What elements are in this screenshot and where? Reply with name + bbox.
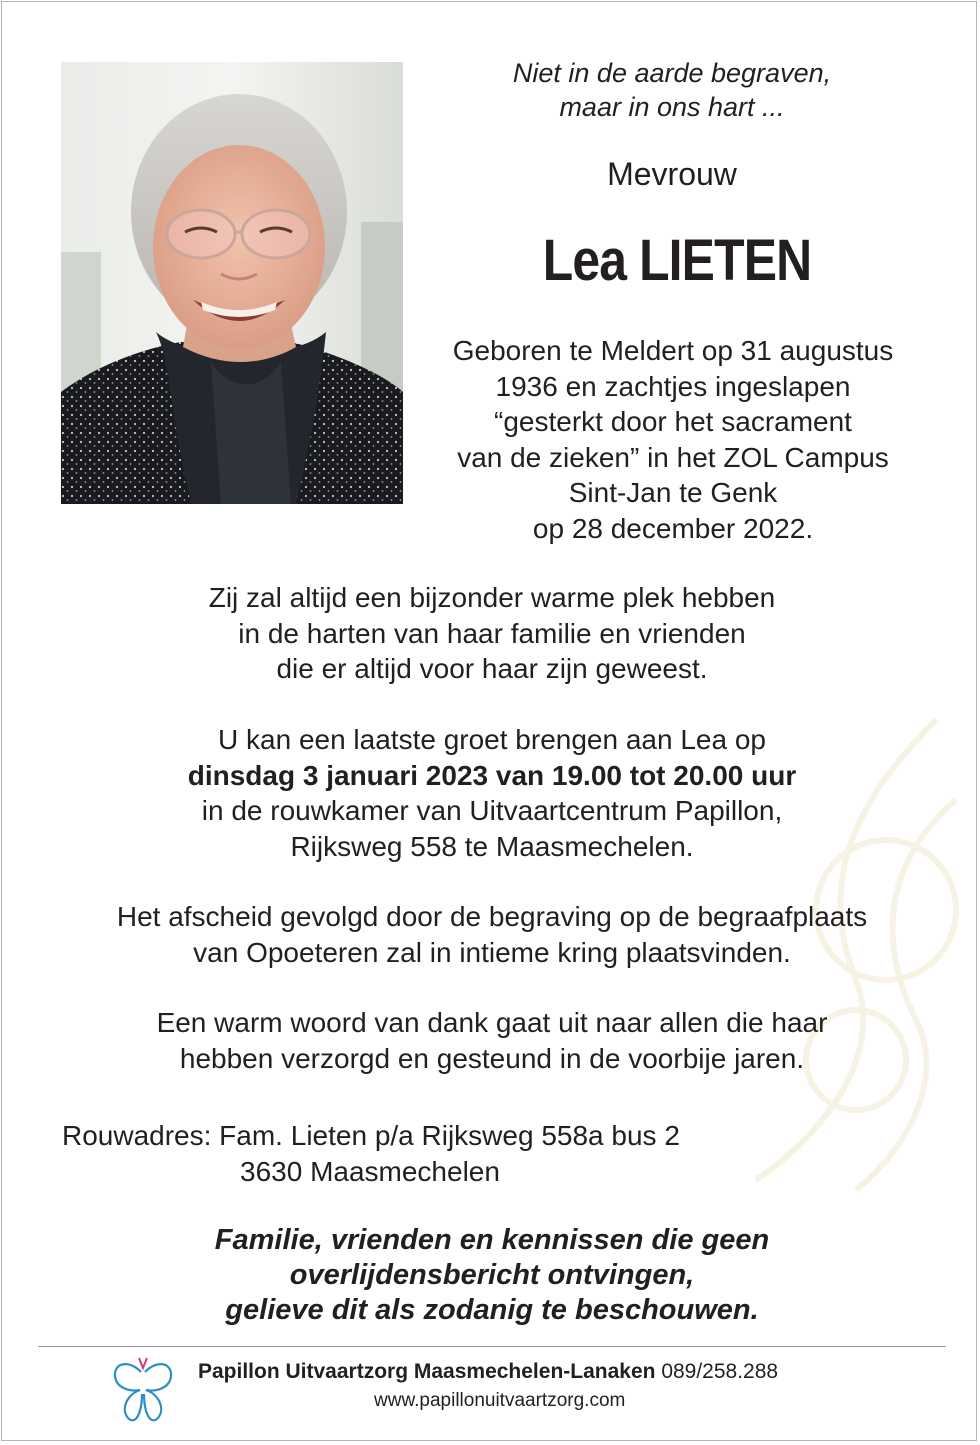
visitation-paragraph <box>42 722 942 864</box>
memory-line: Zij zal altijd een bijzonder warme plek hebben <box>208 582 776 613</box>
farewell-paragraph <box>42 899 942 970</box>
company-name: Papillon Uitvaartzorg Maasmechelen-Lanaken <box>198 1360 656 1383</box>
birth-death-details <box>414 333 932 546</box>
salutation: Mevrouw <box>607 156 737 192</box>
memory-paragraph <box>42 580 942 687</box>
deceased-name: Lea LIETEN <box>542 228 812 293</box>
birth-line: op 28 december 2022. <box>532 512 814 544</box>
address-line-1: Rouwadres: Fam. Lieten p/a Rijksweg 558a bus 2 <box>62 1120 680 1151</box>
mourning-address <box>62 1118 822 1190</box>
thanks-line: hebben verzorgd en gesteund in de voorbije jaren. <box>179 1042 805 1074</box>
birth-line: 1936 en zachtjes ingeslapen <box>495 370 851 402</box>
butterfly-logo-icon <box>110 1354 176 1426</box>
visit-datetime: dinsdag 3 januari 2023 van 19.00 tot 20.00 uur <box>187 759 797 791</box>
visit-line: U kan een laatste groet brengen aan Lea op <box>218 724 766 755</box>
notice-paragraph <box>42 1223 942 1328</box>
notice-line: overlijdensbericht ontvingen, <box>289 1259 695 1291</box>
company-phone: 089/258.288 <box>661 1360 779 1383</box>
birth-line: Geboren te Meldert op 31 augustus <box>452 335 894 366</box>
notice-line: Familie, vrienden en kennissen die geen <box>214 1224 770 1256</box>
memory-line: die er altijd voor haar zijn geweest. <box>276 653 708 684</box>
visit-line: Rijksweg 558 te Maasmechelen. <box>290 830 694 862</box>
obituary-card <box>1 1 977 1441</box>
quote-line-1: Niet in de aarde begraven, <box>512 58 832 88</box>
farewell-line: Het afscheid gevolgd door de begraving op de begraafplaats <box>116 901 868 932</box>
footer-company-line <box>198 1358 778 1386</box>
farewell-line: van Opoeteren zal in intieme kring plaatsvinden. <box>193 936 791 968</box>
birth-line: van de zieken” in het ZOL Campus <box>457 441 889 473</box>
address-line-2: 3630 Maasmechelen <box>240 1156 500 1187</box>
visit-line: in de rouwkamer van Uitvaartcentrum Papillon, <box>201 795 783 826</box>
thanks-paragraph <box>42 1005 942 1076</box>
birth-line: Sint-Jan te Genk <box>568 477 778 508</box>
company-website[interactable]: www.papillonuitvaartzorg.com <box>374 1390 626 1411</box>
notice-line: gelieve dit als zodanig te beschouwen. <box>225 1294 759 1326</box>
footer-divider <box>38 1346 946 1347</box>
opening-quote <box>422 56 922 124</box>
memory-line: in de harten van haar familie en vrienden <box>238 617 746 649</box>
portrait-photo <box>61 62 403 504</box>
thanks-line: Een warm woord van dank gaat uit naar allen die haar <box>156 1007 828 1038</box>
quote-line-2: maar in ons hart ... <box>559 92 785 122</box>
birth-line: “gesterkt door het sacrament <box>494 406 852 437</box>
